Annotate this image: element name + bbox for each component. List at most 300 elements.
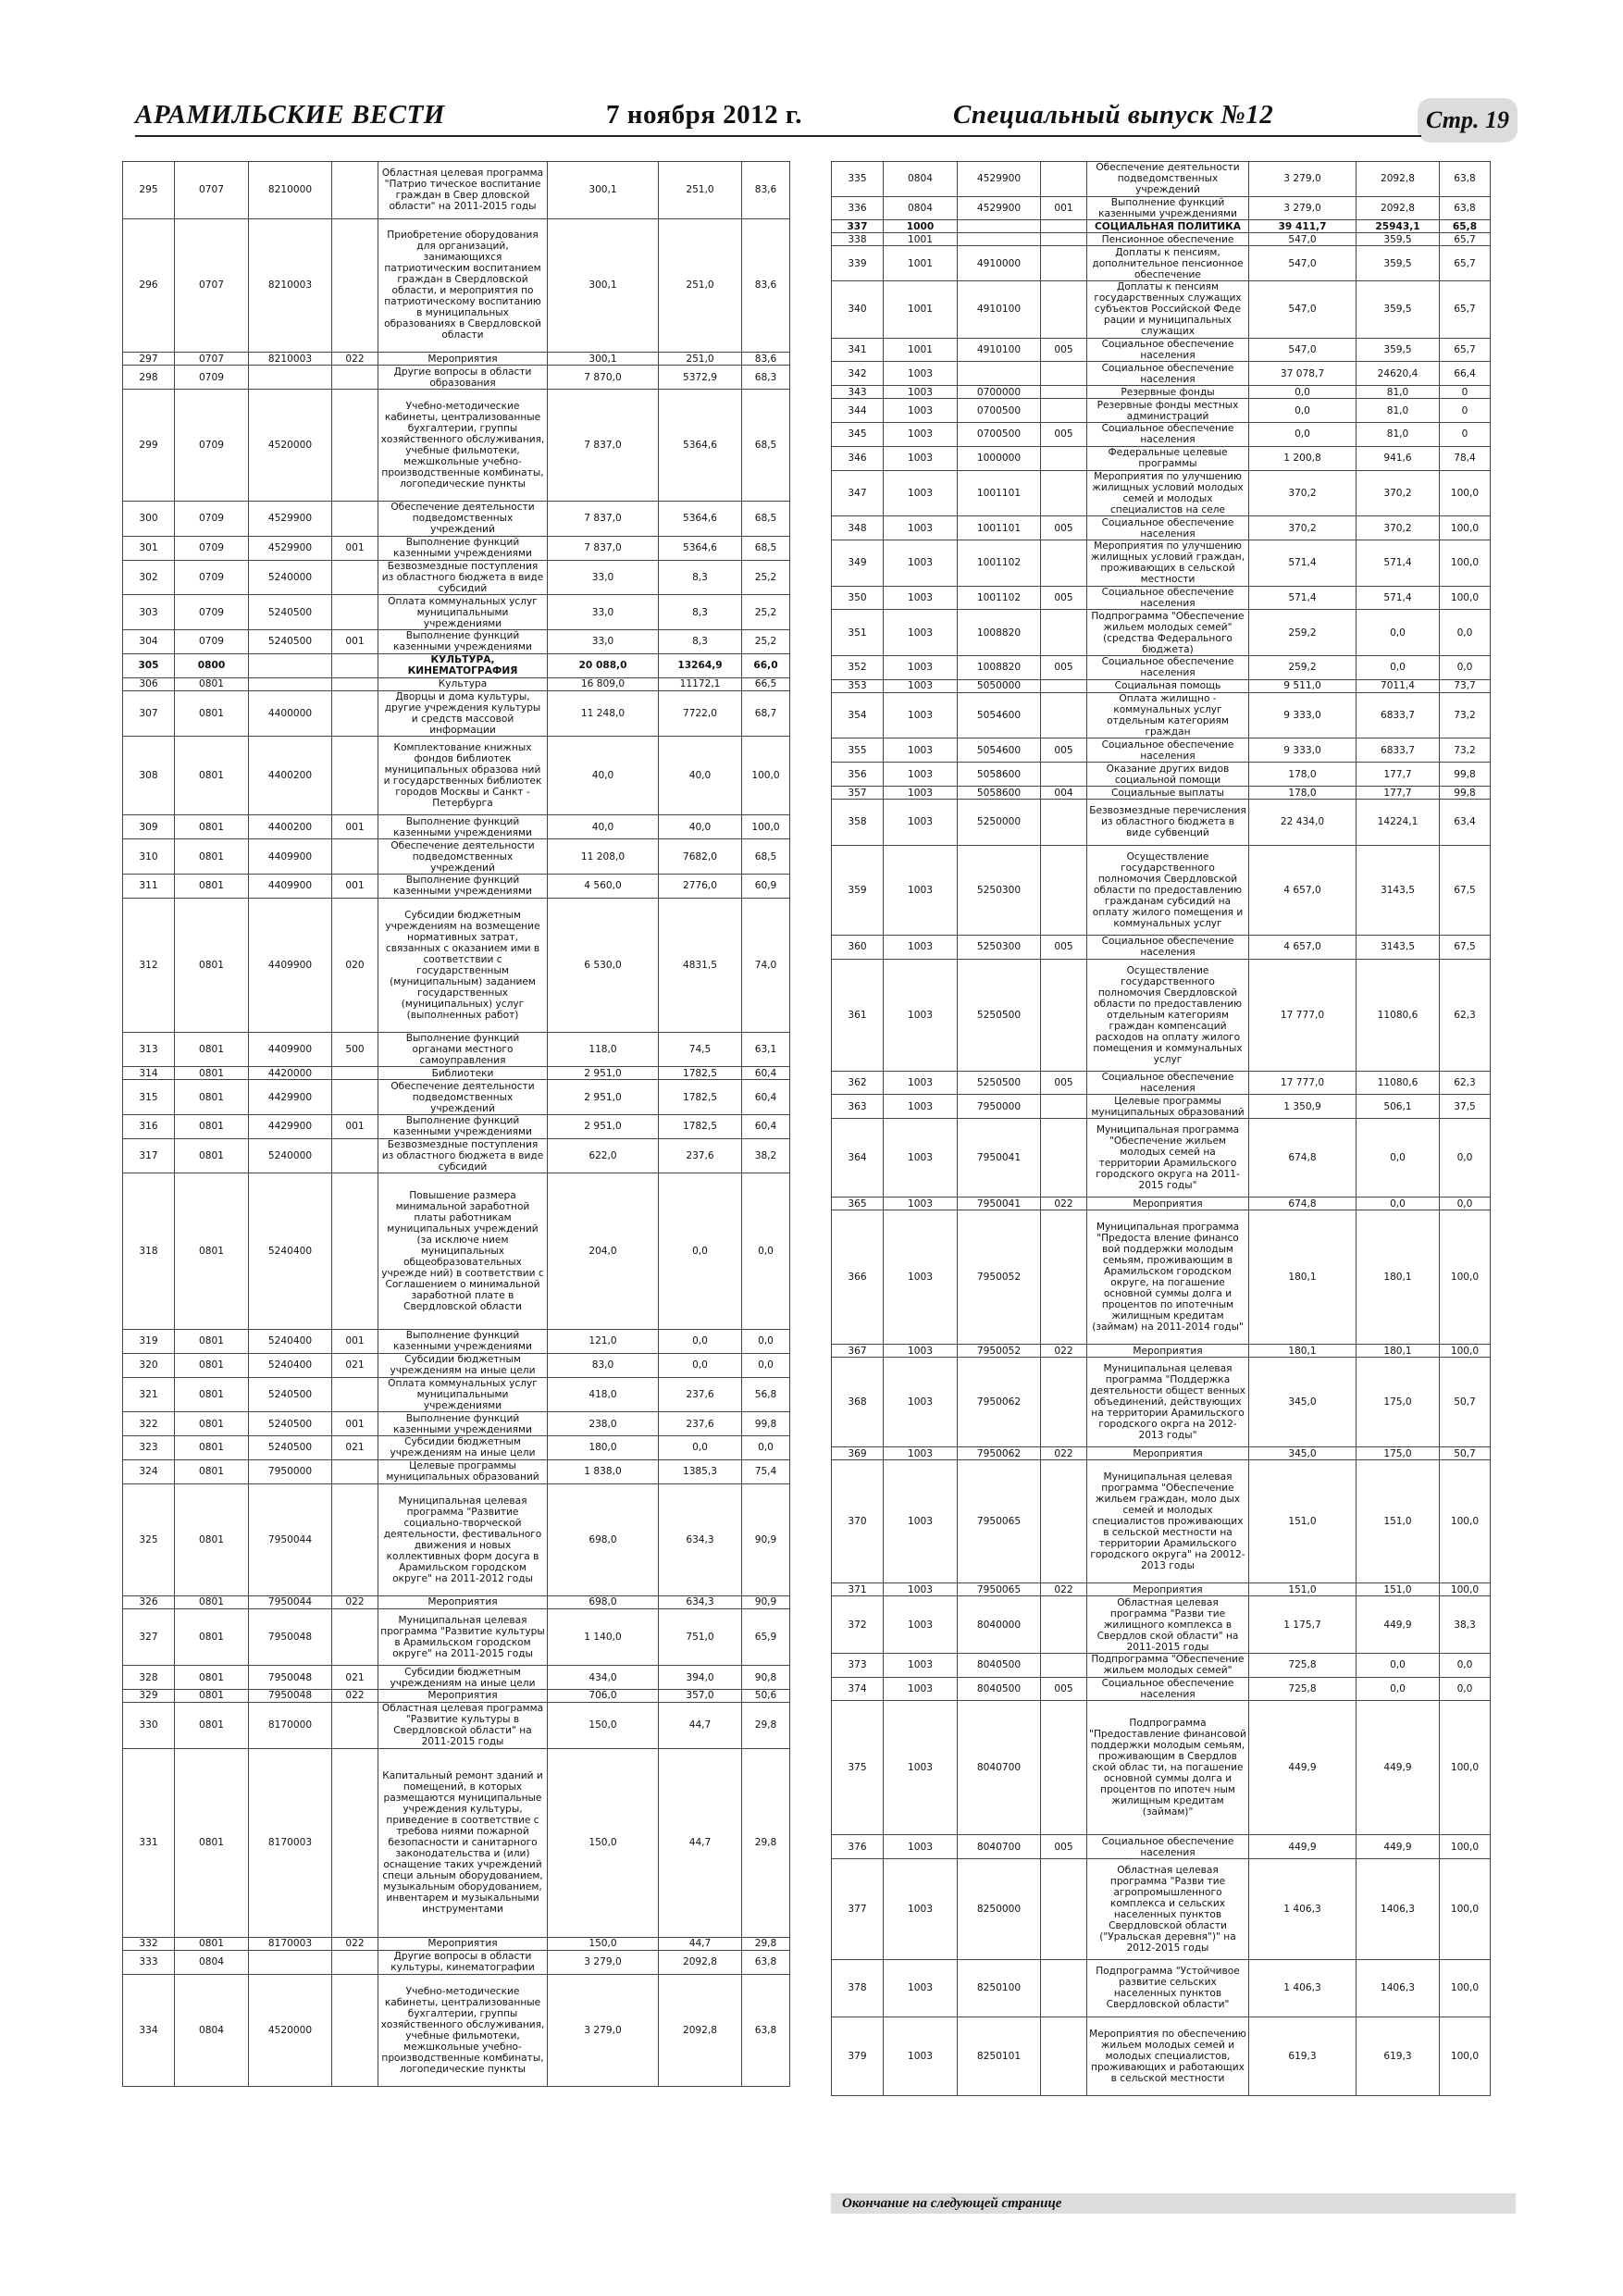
planned-amount: 571,4 (1249, 540, 1357, 587)
execution-percent: 0,0 (1440, 1119, 1491, 1198)
section-code: 0801 (175, 1032, 249, 1067)
expense-type (1041, 763, 1087, 787)
table-row (832, 656, 1491, 680)
table-row (123, 162, 790, 219)
target-code: 5054600 (958, 692, 1041, 738)
row-number: 359 (832, 845, 884, 935)
table-row (832, 162, 1491, 197)
planned-amount: 180,1 (1249, 1345, 1357, 1358)
target-code: 8210003 (249, 353, 332, 366)
target-code: 0700500 (958, 399, 1041, 423)
item-name: Муниципальная программа "Обеспечение жильем молодых семей на территории Арамильского городского округа на 2011-2015 годы" (1087, 1119, 1249, 1198)
execution-percent: 100,0 (1440, 586, 1491, 610)
expense-type (332, 1702, 378, 1748)
section-code: 0801 (175, 1702, 249, 1748)
row-number: 360 (832, 935, 884, 959)
expense-type: 005 (1041, 338, 1087, 362)
expense-type: 001 (332, 874, 378, 898)
planned-amount: 118,0 (548, 1032, 659, 1067)
execution-percent: 0,0 (742, 1353, 790, 1377)
section-code: 0801 (175, 1748, 249, 1937)
actual-amount: 0,0 (1357, 1677, 1440, 1701)
expense-type (1041, 386, 1087, 399)
planned-amount: 434,0 (548, 1666, 659, 1690)
planned-amount: 6 530,0 (548, 898, 659, 1032)
execution-percent: 99,8 (742, 1412, 790, 1436)
section-code: 1003 (884, 1596, 958, 1654)
item-name: Мероприятия (1087, 1583, 1249, 1596)
table-row (832, 1677, 1491, 1701)
actual-amount: 449,9 (1357, 1701, 1440, 1835)
expense-type: 005 (1041, 586, 1087, 610)
planned-amount: 571,4 (1249, 586, 1357, 610)
newspaper-title: АРАМИЛЬСКИЕ ВЕСТИ (135, 100, 445, 130)
target-code: 4409900 (249, 898, 332, 1032)
budget-table-right (831, 161, 1491, 2096)
row-number: 374 (832, 1677, 884, 1701)
section-code: 1003 (884, 2017, 958, 2095)
table-row (123, 737, 790, 815)
row-number: 338 (832, 233, 884, 246)
item-name: Субсидии бюджетным учреждениям на возмещение нормативных затрат, связанных с оказанием ими в соответствии с государственным (муниципальным) заданием государственных (муниципальных) услуг (выполненных работ) (378, 898, 548, 1032)
planned-amount: 1 838,0 (548, 1459, 659, 1483)
row-number: 378 (832, 1960, 884, 2017)
section-code: 1003 (884, 692, 958, 738)
planned-amount: 40,0 (548, 737, 659, 815)
item-name: Обеспечение деятельности подведомственных учреждений (378, 839, 548, 875)
row-number: 298 (123, 366, 175, 390)
row-number: 300 (123, 502, 175, 537)
target-code: 1001102 (958, 586, 1041, 610)
table-row (123, 366, 790, 390)
item-name: Социальные выплаты (1087, 787, 1249, 800)
section-code: 0801 (175, 677, 249, 690)
expense-type (332, 1173, 378, 1330)
planned-amount: 1 406,3 (1249, 1960, 1357, 2017)
actual-amount: 359,5 (1357, 246, 1440, 281)
row-number: 306 (123, 677, 175, 690)
expense-type (1041, 1460, 1087, 1583)
expense-type (332, 677, 378, 690)
table-row (832, 1835, 1491, 1859)
expense-type: 022 (1041, 1583, 1087, 1596)
section-code: 1003 (884, 1095, 958, 1119)
actual-amount: 2092,8 (1357, 162, 1440, 197)
row-number: 299 (123, 390, 175, 502)
execution-percent: 90,9 (742, 1595, 790, 1608)
item-name: Выполнение функций казенными учреждениями (378, 629, 548, 653)
target-code: 1000000 (958, 446, 1041, 470)
table-row (832, 2017, 1491, 2095)
section-code: 0709 (175, 629, 249, 653)
row-number: 333 (123, 1950, 175, 1974)
table-row (123, 629, 790, 653)
section-code: 0801 (175, 690, 249, 737)
actual-amount: 0,0 (1357, 656, 1440, 680)
section-code: 0801 (175, 1459, 249, 1483)
item-name: Приобретение оборудования для организаций, занимающихся патриотическим воспитанием граждан в Свердловской области, и мероприятия по патриотическому воспитанию в муниципальных образованиях в Свердловской области (378, 218, 548, 353)
actual-amount: 7682,0 (659, 839, 742, 875)
actual-amount: 7722,0 (659, 690, 742, 737)
actual-amount: 370,2 (1357, 516, 1440, 540)
execution-percent: 63,4 (1440, 800, 1491, 846)
item-name: Муниципальная целевая программа "Обеспечение жильем граждан, моло дых семей и молодых специалистов проживающих в сельской местности на территории Арамильского городского округа" на 20012-2013 годы (1087, 1460, 1249, 1583)
item-name: Муниципальная целевая программа "Развитие культуры в Арамильском городском округе" на 2011-2015 годы (378, 1608, 548, 1666)
actual-amount: 0,0 (659, 1436, 742, 1460)
expense-type: 001 (332, 536, 378, 560)
item-name: Мероприятия (378, 1595, 548, 1608)
target-code: 5050000 (958, 679, 1041, 692)
planned-amount: 3 279,0 (548, 1974, 659, 2086)
row-number: 335 (832, 162, 884, 197)
row-number: 305 (123, 653, 175, 677)
target-code: 7950041 (958, 1119, 1041, 1198)
actual-amount: 180,1 (1357, 1345, 1440, 1358)
row-number: 371 (832, 1583, 884, 1596)
actual-amount: 6833,7 (1357, 692, 1440, 738)
execution-percent: 100,0 (742, 815, 790, 839)
target-code: 4910000 (958, 246, 1041, 281)
row-number: 362 (832, 1071, 884, 1095)
target-code: 5240000 (249, 1138, 332, 1173)
item-name: Выполнение функций казенными учреждениями (1087, 196, 1249, 220)
table-row (832, 1596, 1491, 1654)
target-code: 5240400 (249, 1173, 332, 1330)
page-number-badge: Стр. 19 (1418, 98, 1518, 143)
actual-amount: 2092,8 (1357, 196, 1440, 220)
table-row (832, 246, 1491, 281)
expense-type (1041, 246, 1087, 281)
execution-percent: 63,8 (1440, 196, 1491, 220)
section-code: 1003 (884, 763, 958, 787)
table-row (123, 1950, 790, 1974)
expense-type (1041, 281, 1087, 339)
section-code: 0804 (884, 196, 958, 220)
execution-percent: 0 (1440, 386, 1491, 399)
expense-type: 022 (332, 353, 378, 366)
actual-amount: 151,0 (1357, 1460, 1440, 1583)
execution-percent: 68,7 (742, 690, 790, 737)
section-code: 0801 (175, 898, 249, 1032)
table-row (832, 679, 1491, 692)
table-row (123, 1138, 790, 1173)
section-code: 0801 (175, 815, 249, 839)
execution-percent: 100,0 (1440, 1460, 1491, 1583)
expense-type (1041, 399, 1087, 423)
table-row (123, 390, 790, 502)
item-name: Библиотеки (378, 1067, 548, 1080)
actual-amount: 0,0 (1357, 1653, 1440, 1677)
expense-type: 001 (332, 1329, 378, 1353)
actual-amount: 449,9 (1357, 1596, 1440, 1654)
expense-type (1041, 1358, 1087, 1447)
row-number: 352 (832, 656, 884, 680)
row-number: 363 (832, 1095, 884, 1119)
table-row (123, 1173, 790, 1330)
planned-amount: 449,9 (1249, 1701, 1357, 1835)
target-code: 5250500 (958, 959, 1041, 1071)
planned-amount: 725,8 (1249, 1677, 1357, 1701)
target-code: 5250300 (958, 845, 1041, 935)
table-row (123, 1032, 790, 1067)
execution-percent: 83,6 (742, 353, 790, 366)
table-row (832, 1859, 1491, 1960)
table-row (123, 560, 790, 595)
item-name: Культура (378, 677, 548, 690)
execution-percent: 100,0 (1440, 2017, 1491, 2095)
item-name: Социальное обеспечение населения (1087, 516, 1249, 540)
execution-percent: 100,0 (742, 737, 790, 815)
item-name: Обеспечение деятельности подведомственных учреждений (378, 1080, 548, 1115)
expense-type: 001 (332, 815, 378, 839)
expense-type (1041, 162, 1087, 197)
actual-amount: 44,7 (659, 1937, 742, 1950)
item-name: Безвозмездные поступления из областного бюджета в виде субсидий (378, 1138, 548, 1173)
target-code: 7950062 (958, 1358, 1041, 1447)
actual-amount: 1782,5 (659, 1114, 742, 1138)
expense-type (332, 1483, 378, 1595)
planned-amount: 7 837,0 (548, 502, 659, 537)
target-code: 5250500 (958, 1071, 1041, 1095)
expense-type (1041, 220, 1087, 233)
row-number: 350 (832, 586, 884, 610)
target-code: 7950048 (249, 1608, 332, 1666)
actual-amount: 237,6 (659, 1138, 742, 1173)
execution-percent: 60,4 (742, 1067, 790, 1080)
execution-percent: 100,0 (1440, 516, 1491, 540)
table-row (832, 423, 1491, 447)
execution-percent: 67,5 (1440, 935, 1491, 959)
actual-amount: 175,0 (1357, 1358, 1440, 1447)
actual-amount: 8,3 (659, 595, 742, 630)
row-number: 346 (832, 446, 884, 470)
actual-amount: 11172,1 (659, 677, 742, 690)
target-code: 4400200 (249, 815, 332, 839)
target-code: 7950048 (249, 1689, 332, 1702)
item-name: Муниципальная целевая программа "Поддержка деятельности общест венных объединений, действующих на территории Арамильского городского окрга на 2012-2013 годы" (1087, 1358, 1249, 1447)
target-code: 4409900 (249, 874, 332, 898)
execution-percent: 0 (1440, 399, 1491, 423)
special-issue-label: Специальный выпуск №12 (953, 100, 1274, 130)
row-number: 351 (832, 610, 884, 656)
target-code: 8040500 (958, 1653, 1041, 1677)
target-code: 8170003 (249, 1748, 332, 1937)
target-code: 5250000 (958, 800, 1041, 846)
actual-amount: 81,0 (1357, 399, 1440, 423)
item-name: Оказание других видов социальной помощи (1087, 763, 1249, 787)
execution-percent: 50,7 (1440, 1358, 1491, 1447)
actual-amount: 177,7 (1357, 787, 1440, 800)
target-code: 5250300 (958, 935, 1041, 959)
section-code: 1003 (884, 1210, 958, 1345)
execution-percent: 25,2 (742, 629, 790, 653)
expense-type: 021 (332, 1436, 378, 1460)
target-code: 5240500 (249, 595, 332, 630)
item-name: Безвозмездные перечисления из областного бюджета в виде субвенций (1087, 800, 1249, 846)
execution-percent: 100,0 (1440, 1859, 1491, 1960)
expense-type (332, 1459, 378, 1483)
section-code: 1003 (884, 800, 958, 846)
target-code: 5240400 (249, 1353, 332, 1377)
item-name: Доплаты к пенсиям, дополнительное пенсионное обеспечение (1087, 246, 1249, 281)
target-code: 4429900 (249, 1080, 332, 1115)
table-row (123, 653, 790, 677)
item-name: Социальное обеспечение населения (1087, 586, 1249, 610)
row-number: 332 (123, 1937, 175, 1950)
execution-percent: 63,1 (742, 1032, 790, 1067)
target-code: 4409900 (249, 1032, 332, 1067)
table-row (832, 610, 1491, 656)
item-name: Выполнение функций казенными учреждениями (378, 874, 548, 898)
table-row (123, 1702, 790, 1748)
item-name: Социальное обеспечение населения (1087, 362, 1249, 386)
row-number: 331 (123, 1748, 175, 1937)
table-row (123, 1689, 790, 1702)
row-number: 311 (123, 874, 175, 898)
actual-amount: 1406,3 (1357, 1859, 1440, 1960)
planned-amount: 178,0 (1249, 763, 1357, 787)
table-row (123, 1937, 790, 1950)
expense-type (1041, 1596, 1087, 1654)
section-code: 0709 (175, 366, 249, 390)
section-code: 1003 (884, 1447, 958, 1460)
item-name: Повышение размера минимальной заработной платы работникам муниципальных учреждений (за исключе нием муниципальных общеобразовательных учрежде ний) в соответствии с Соглашением о минимальной заработной плате в Свердловской области (378, 1173, 548, 1330)
planned-amount: 370,2 (1249, 470, 1357, 516)
actual-amount: 634,3 (659, 1483, 742, 1595)
table-row (832, 1701, 1491, 1835)
table-row (123, 690, 790, 737)
row-number: 375 (832, 1701, 884, 1835)
row-number: 316 (123, 1114, 175, 1138)
section-code: 0801 (175, 1173, 249, 1330)
actual-amount: 359,5 (1357, 338, 1440, 362)
budget-table-left (122, 161, 790, 2087)
item-name: Целевые программы муниципальных образований (378, 1459, 548, 1483)
section-code: 1003 (884, 1653, 958, 1677)
table-row (832, 1583, 1491, 1596)
planned-amount: 0,0 (1249, 423, 1357, 447)
target-code (958, 233, 1041, 246)
row-number: 324 (123, 1459, 175, 1483)
section-code: 1001 (884, 233, 958, 246)
table-row (123, 1412, 790, 1436)
execution-percent: 99,8 (1440, 763, 1491, 787)
target-code: 1001102 (958, 540, 1041, 587)
target-code: 7950044 (249, 1483, 332, 1595)
actual-amount: 40,0 (659, 815, 742, 839)
planned-amount: 150,0 (548, 1702, 659, 1748)
actual-amount: 25943,1 (1357, 220, 1440, 233)
expense-type (332, 1080, 378, 1115)
actual-amount: 44,7 (659, 1702, 742, 1748)
expense-type (1041, 1210, 1087, 1345)
actual-amount: 1406,3 (1357, 1960, 1440, 2017)
expense-type: 022 (1041, 1447, 1087, 1460)
item-name: Осуществление государственного полномочия Свердловской области по предоставлению отдельным категориям граждан компенсаций расходов на оплату жилого помещения и коммунальных услуг (1087, 959, 1249, 1071)
expense-type (332, 1974, 378, 2086)
row-number: 356 (832, 763, 884, 787)
row-number: 302 (123, 560, 175, 595)
execution-percent: 68,5 (742, 390, 790, 502)
actual-amount: 40,0 (659, 737, 742, 815)
expense-type (332, 502, 378, 537)
expense-type (1041, 2017, 1087, 2095)
item-name: Другие вопросы в области образования (378, 366, 548, 390)
actual-amount: 619,3 (1357, 2017, 1440, 2095)
expense-type: 005 (1041, 1835, 1087, 1859)
execution-percent: 38,3 (1440, 1596, 1491, 1654)
item-name: Комплектование книжных фондов библиотек муниципальных образова ний и государственных библиотек городов Москвы и Санкт - Петербурга (378, 737, 548, 815)
planned-amount: 22 434,0 (1249, 800, 1357, 846)
table-row (832, 386, 1491, 399)
expense-type (1041, 1701, 1087, 1835)
planned-amount: 619,3 (1249, 2017, 1357, 2095)
target-code: 4529900 (958, 196, 1041, 220)
target-code (958, 362, 1041, 386)
table-row (832, 1071, 1491, 1095)
planned-amount: 204,0 (548, 1173, 659, 1330)
execution-percent: 83,6 (742, 162, 790, 219)
target-code: 1008820 (958, 656, 1041, 680)
table-row (832, 362, 1491, 386)
execution-percent: 100,0 (1440, 540, 1491, 587)
section-code: 0801 (175, 737, 249, 815)
table-row (832, 935, 1491, 959)
expense-type: 001 (1041, 196, 1087, 220)
target-code: 8040700 (958, 1835, 1041, 1859)
issue-date: 7 ноября 2012 г. (606, 100, 803, 130)
item-name: Пенсионное обеспечение (1087, 233, 1249, 246)
table-row (832, 1198, 1491, 1210)
planned-amount: 1 140,0 (548, 1608, 659, 1666)
item-name: Социальное обеспечение населения (1087, 656, 1249, 680)
header-rule (135, 135, 1421, 137)
planned-amount: 33,0 (548, 595, 659, 630)
expense-type (332, 1950, 378, 1974)
execution-percent: 0 (1440, 423, 1491, 447)
execution-percent: 63,8 (1440, 162, 1491, 197)
section-code: 1003 (884, 610, 958, 656)
target-code: 4400200 (249, 737, 332, 815)
table-row (832, 1119, 1491, 1198)
table-row (832, 540, 1491, 587)
table-row (123, 1329, 790, 1353)
row-number: 354 (832, 692, 884, 738)
expense-type: 001 (332, 1114, 378, 1138)
section-code: 0801 (175, 1937, 249, 1950)
expense-type: 022 (1041, 1345, 1087, 1358)
row-number: 339 (832, 246, 884, 281)
target-code (249, 366, 332, 390)
table-row (832, 446, 1491, 470)
actual-amount: 0,0 (1357, 1119, 1440, 1198)
actual-amount: 14224,1 (1357, 800, 1440, 846)
row-number: 322 (123, 1412, 175, 1436)
planned-amount: 17 777,0 (1249, 959, 1357, 1071)
section-code: 0801 (175, 1608, 249, 1666)
section-code: 0709 (175, 595, 249, 630)
row-number: 303 (123, 595, 175, 630)
expense-type (1041, 800, 1087, 846)
row-number: 319 (123, 1329, 175, 1353)
execution-percent: 50,6 (742, 1689, 790, 1702)
table-row (123, 1666, 790, 1690)
execution-percent: 65,7 (1440, 233, 1491, 246)
table-row (123, 1114, 790, 1138)
actual-amount: 237,6 (659, 1377, 742, 1412)
actual-amount: 941,6 (1357, 446, 1440, 470)
execution-percent: 90,8 (742, 1666, 790, 1690)
